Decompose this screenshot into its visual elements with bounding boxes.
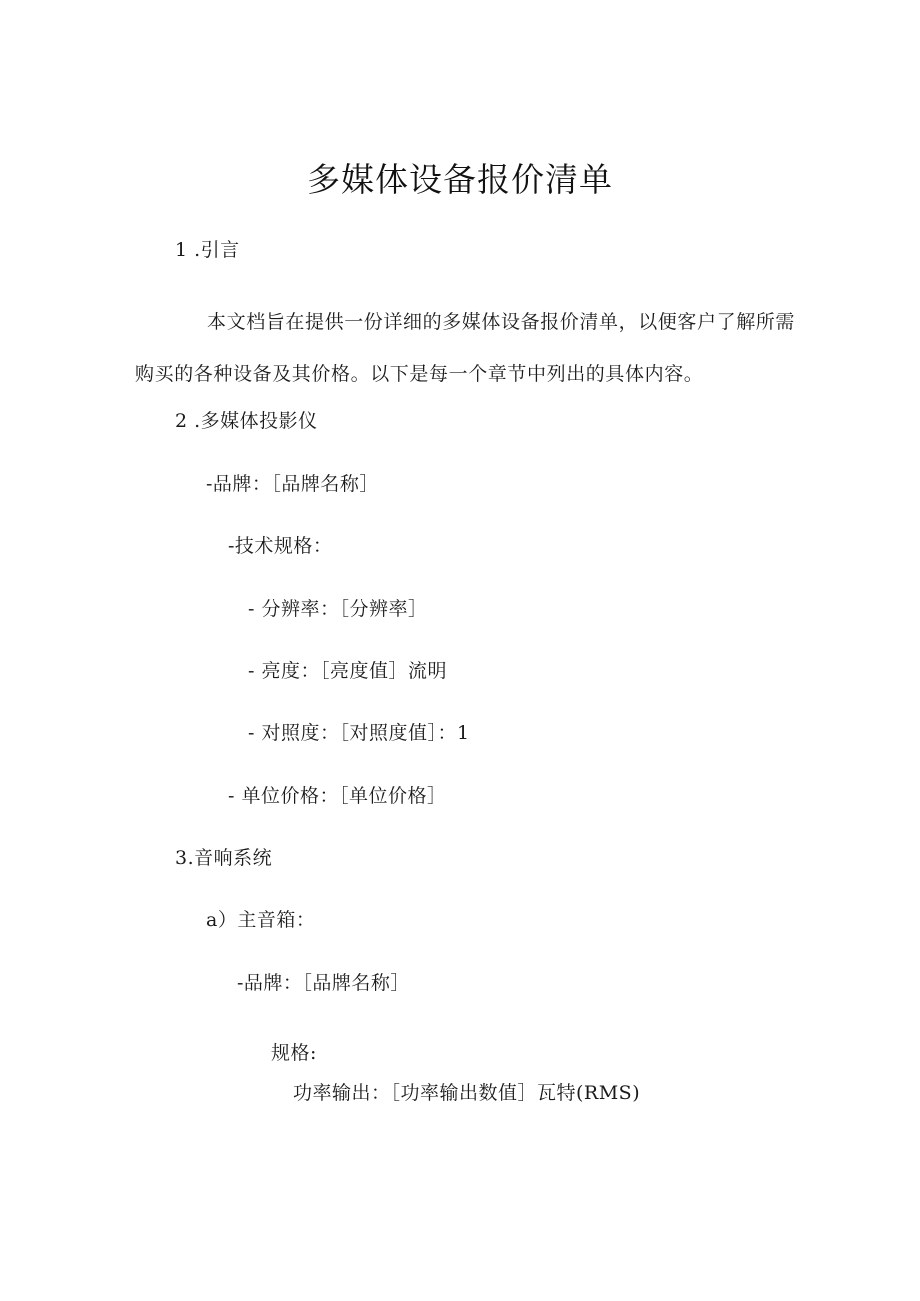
projector-brand: -品牌：［品牌名称］ bbox=[206, 473, 379, 495]
projector-contrast: - 对照度：［对照度值］：1 bbox=[248, 722, 470, 744]
projector-resolution: - 分辨率：［分辨率］ bbox=[248, 598, 428, 620]
projector-unit-price: - 单位价格：［单位价格］ bbox=[228, 785, 447, 807]
speaker-power-output: 功率输出：［功率输出数值］瓦特(RMS) bbox=[293, 1082, 641, 1104]
speaker-brand: -品牌：［品牌名称］ bbox=[237, 972, 410, 994]
section-1-heading: 1 .引言 bbox=[175, 239, 240, 261]
projector-brightness: - 亮度：［亮度值］流明 bbox=[248, 660, 447, 682]
projector-specs-label: -技术规格： bbox=[228, 535, 333, 557]
section-2-heading: 2 .多媒体投影仪 bbox=[175, 410, 318, 432]
main-speaker-label: a）主音箱： bbox=[206, 909, 316, 931]
speaker-specs-label: 规格: bbox=[271, 1042, 317, 1064]
section-1-paragraph: 本文档旨在提供一份详细的多媒体设备报价清单，以便客户了解所需购买的各种设备及其价格。以下是每一个章节中列出的具体内容。 bbox=[135, 311, 796, 385]
document-title: 多媒体设备报价清单 bbox=[307, 160, 613, 199]
section-3-heading: 3.音响系统 bbox=[175, 847, 273, 869]
